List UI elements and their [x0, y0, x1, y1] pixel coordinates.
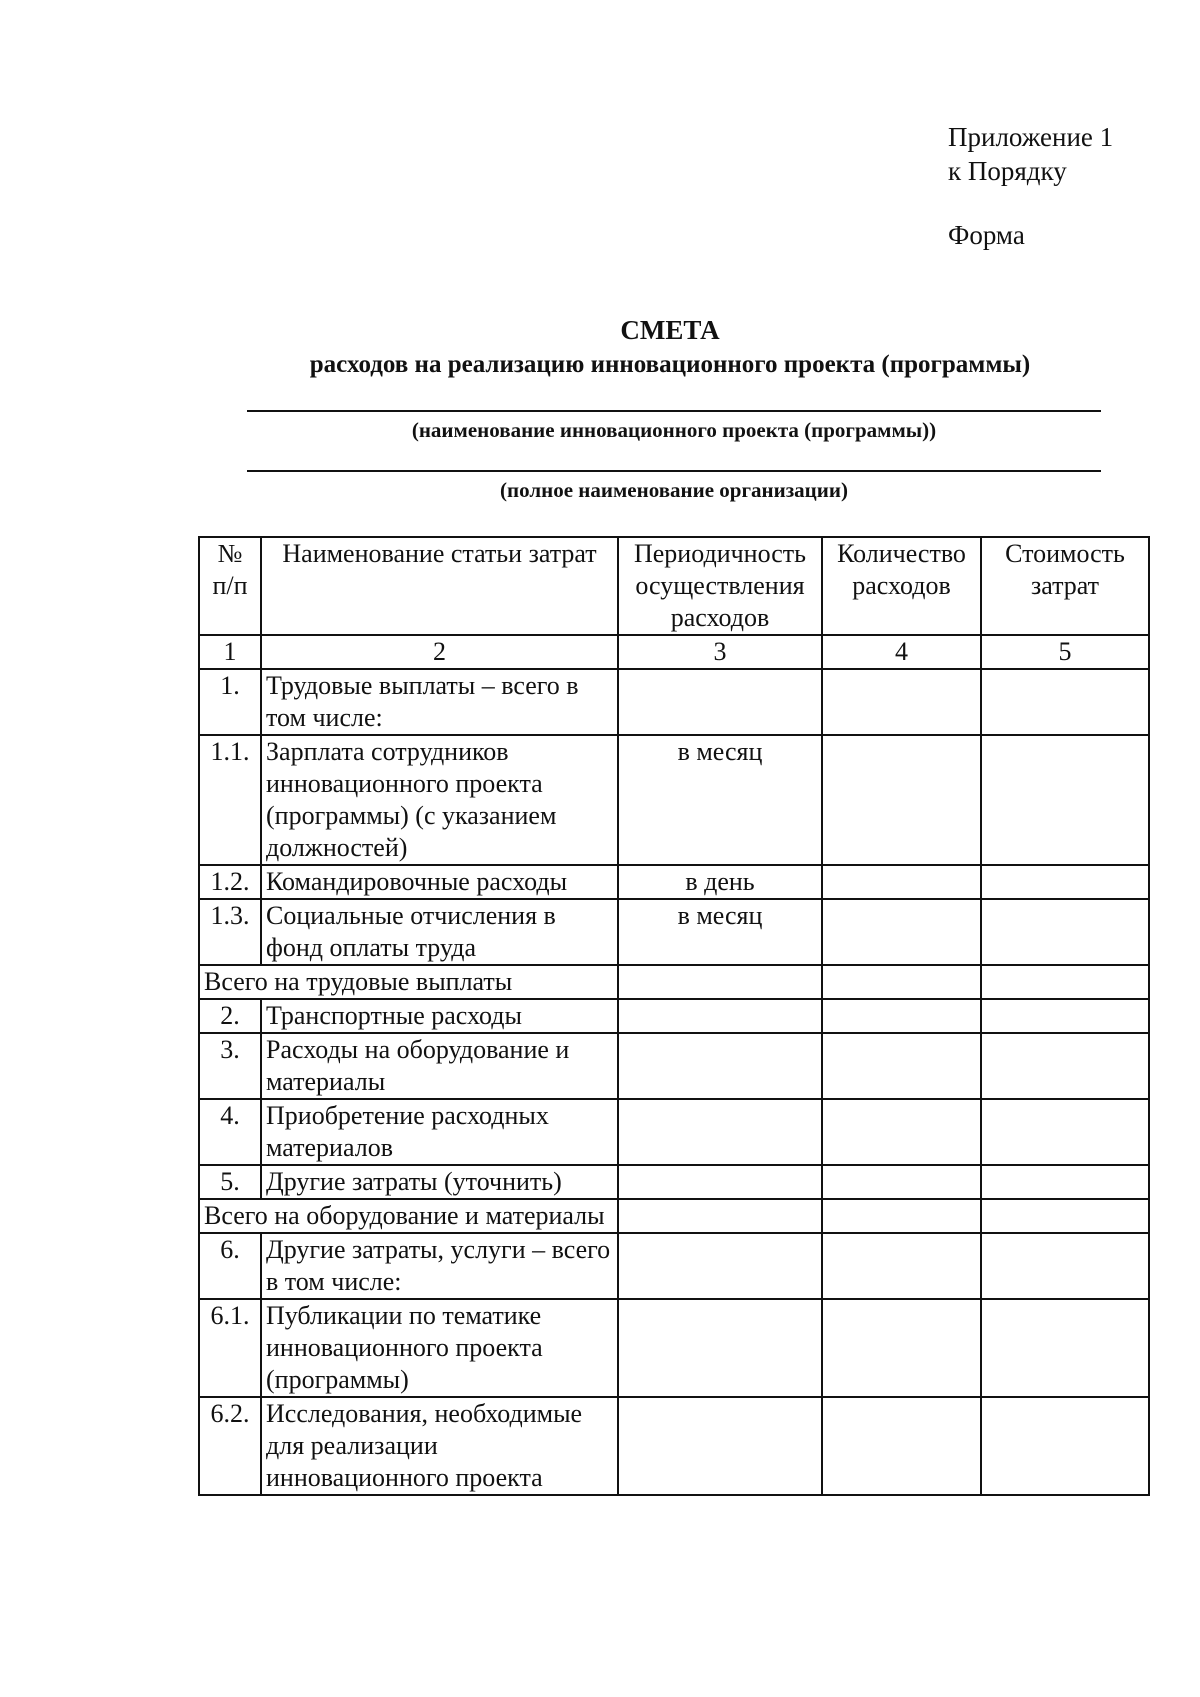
row-number: 5.	[199, 1165, 261, 1199]
appendix-note	[948, 120, 1113, 252]
row-number: 1.2.	[199, 865, 261, 899]
row-number: 4.	[199, 1099, 261, 1165]
row-period	[618, 999, 822, 1033]
table-row	[199, 1233, 1149, 1299]
row-name: Расходы на оборудование и материалы	[261, 1033, 618, 1099]
row-quantity	[822, 735, 981, 865]
row-number: 1.	[199, 669, 261, 735]
row-period	[618, 1033, 822, 1099]
row-name: Приобретение расходных материалов	[261, 1099, 618, 1165]
row-quantity	[822, 1165, 981, 1199]
row-number: 6.2.	[199, 1397, 261, 1495]
title-main: СМЕТА	[620, 315, 720, 345]
row-number: 6.	[199, 1233, 261, 1299]
row-period	[618, 1165, 822, 1199]
row-name: Исследования, необходимые для реализации инновационного проекта	[261, 1397, 618, 1495]
project-name-caption: (наименование инновационного проекта (программы))	[411, 418, 937, 442]
row-number: 6.1.	[199, 1299, 261, 1397]
row-quantity	[822, 1099, 981, 1165]
organization-name-line	[247, 470, 1101, 472]
column-number: 4	[822, 635, 981, 669]
row-cost	[981, 1233, 1149, 1299]
row-cost	[981, 899, 1149, 965]
row-period	[618, 1199, 822, 1233]
table-row	[199, 1165, 1149, 1199]
row-quantity	[822, 999, 981, 1033]
row-period: в месяц	[618, 735, 822, 865]
row-name: Другие затраты (уточнить)	[261, 1165, 618, 1199]
row-number: 1.1.	[199, 735, 261, 865]
form-label: Форма	[948, 220, 1025, 250]
project-name-line	[247, 410, 1101, 412]
table-row	[199, 735, 1149, 865]
row-quantity	[822, 1299, 981, 1397]
table-header-row	[199, 537, 1149, 635]
table-row	[199, 669, 1149, 735]
appendix-line-1: Приложение 1	[948, 122, 1114, 152]
row-cost	[981, 1397, 1149, 1495]
row-cost	[981, 1199, 1149, 1233]
row-name: Публикации по тематике инновационного проекта (программы)	[261, 1299, 618, 1397]
header-period: Периодичность осуществления расходов	[618, 537, 822, 635]
column-number-row	[199, 635, 1149, 669]
row-name: Зарплата сотрудников инновационного проекта (программы) (с указанием должностей)	[261, 735, 618, 865]
row-quantity	[822, 865, 981, 899]
row-quantity	[822, 1033, 981, 1099]
row-cost	[981, 735, 1149, 865]
title-subtitle: расходов на реализацию инновационного проекта (программы)	[309, 351, 1031, 378]
column-number: 2	[261, 635, 618, 669]
table-row	[199, 1299, 1149, 1397]
table-row	[199, 899, 1149, 965]
header-name: Наименование статьи затрат	[261, 537, 618, 635]
total-label: Всего на оборудование и материалы	[199, 1199, 618, 1233]
row-period	[618, 1233, 822, 1299]
row-period: в месяц	[618, 899, 822, 965]
row-name: Командировочные расходы	[261, 865, 618, 899]
table-row	[199, 999, 1149, 1033]
column-number: 3	[618, 635, 822, 669]
organization-name-caption: (полное наименование организации)	[500, 478, 848, 502]
row-number: 1.3.	[199, 899, 261, 965]
header-cost: Стоимость затрат	[981, 537, 1149, 635]
row-cost	[981, 865, 1149, 899]
row-name: Другие затраты, услуги – всего в том числе:	[261, 1233, 618, 1299]
row-name: Социальные отчисления в фонд оплаты труда	[261, 899, 618, 965]
row-cost	[981, 1165, 1149, 1199]
row-quantity	[822, 669, 981, 735]
row-period	[618, 669, 822, 735]
table-row	[199, 865, 1149, 899]
row-quantity	[822, 899, 981, 965]
appendix-line-2: к Порядку	[948, 156, 1067, 186]
row-period	[618, 1397, 822, 1495]
table-row	[199, 1099, 1149, 1165]
estimate-table	[198, 536, 1150, 1496]
row-cost	[981, 999, 1149, 1033]
header-quantity: Количество расходов	[822, 537, 981, 635]
table-row	[199, 1033, 1149, 1099]
row-name: Трудовые выплаты – всего в том числе:	[261, 669, 618, 735]
table-total-row	[199, 1199, 1149, 1233]
row-period	[618, 1299, 822, 1397]
row-cost	[981, 1099, 1149, 1165]
row-number: 3.	[199, 1033, 261, 1099]
row-cost	[981, 1299, 1149, 1397]
row-quantity	[822, 965, 981, 999]
header-num: № п/п	[199, 537, 261, 635]
column-number: 1	[199, 635, 261, 669]
row-period	[618, 965, 822, 999]
document-title	[0, 312, 1200, 382]
row-period	[618, 1099, 822, 1165]
row-quantity	[822, 1397, 981, 1495]
row-period: в день	[618, 865, 822, 899]
table-row	[199, 1397, 1149, 1495]
row-cost	[981, 1033, 1149, 1099]
row-cost	[981, 965, 1149, 999]
table-total-row	[199, 965, 1149, 999]
row-quantity	[822, 1233, 981, 1299]
row-cost	[981, 669, 1149, 735]
row-quantity	[822, 1199, 981, 1233]
column-number: 5	[981, 635, 1149, 669]
total-label: Всего на трудовые выплаты	[199, 965, 618, 999]
row-name: Транспортные расходы	[261, 999, 618, 1033]
row-number: 2.	[199, 999, 261, 1033]
